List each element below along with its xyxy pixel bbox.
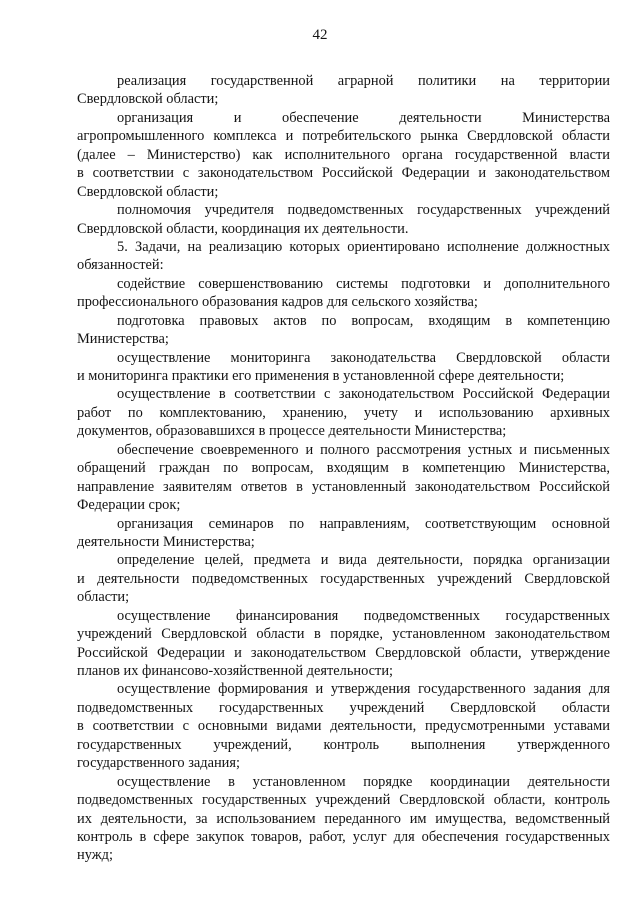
text-line: обязанностей: (77, 257, 164, 274)
text-line: агропромышленного комплекса и потребительского рынка Свердловской области (77, 128, 610, 145)
text-line: Свердловской области; (77, 183, 219, 200)
page-number: 42 (312, 27, 328, 43)
text-line: организация семинаров по направлениям, соответствующим основной (117, 515, 610, 532)
text-line: и мониторинга практики его применения в установленной сфере деятельности; (77, 368, 565, 384)
text-line: направление заявителям ответов в установленный законодательством Российской (77, 478, 610, 495)
text-line: Федерации срок; (77, 497, 181, 514)
text-line: документов, образовавшихся в процессе деятельности Министерства; (77, 423, 507, 440)
text-line: Свердловской области, координация их деятельности. (77, 220, 409, 237)
text-line: реализация государственной аграрной политики на территории (117, 73, 610, 89)
text-line: государственных учреждений, контроль выполнения утвержденного (77, 736, 610, 753)
text-line: определение целей, предмета и вида деятельности, порядка организации (117, 552, 610, 569)
text-line: Министерства; (77, 331, 169, 348)
text-line: учреждений Свердловской области в порядке, установленном законодательством (77, 626, 610, 643)
text-line: контроль в сфере закупок товаров, работ, услуг для обеспечения государственных (77, 828, 610, 845)
text-line: профессионального образования кадров для сельского хозяйства; (77, 294, 478, 311)
text-line: содействие совершенствованию системы подготовки и дополнительного (117, 275, 610, 292)
text-line: организация и обеспечение деятельности Министерства (117, 109, 610, 126)
text-line: полномочия учредителя подведомственных государственных учреждений (117, 202, 610, 219)
text-line: области; (77, 589, 130, 606)
document-body (77, 72, 610, 865)
text-line: подведомственных государственных учреждений Свердловской области, контроль (77, 792, 610, 809)
text-line: деятельности Министерства; (77, 533, 255, 550)
text-line: осуществление мониторинга законодательства Свердловской области (117, 349, 610, 366)
text-line: (далее – Министерство) как исполнительного органа государственной власти (77, 146, 610, 163)
text-line: в соответствии с законодательством Российской Федерации и законодательством (77, 165, 610, 182)
text-line: Свердловской области; (77, 91, 219, 108)
text-line: нужд; (77, 847, 113, 864)
text-line: осуществление в установленном порядке координации деятельности (117, 773, 610, 790)
text-line: подготовка правовых актов по вопросам, входящим в компетенцию (117, 312, 610, 329)
text-line: 5. Задачи, на реализацию которых ориентировано исполнение должностных (117, 238, 610, 255)
text-line: обращений граждан по вопросам, входящим в компетенцию Министерства, (77, 460, 610, 477)
text-line: осуществление формирования и утверждения государственного задания для (117, 681, 610, 698)
text-line: их деятельности, за использованием переданного им имущества, ведомственный (77, 810, 610, 827)
text-line: планов их финансово-хозяйственной деятельности; (77, 663, 394, 679)
text-line: государственного задания; (77, 755, 240, 772)
text-line: работ по комплектованию, хранению, учету и использованию архивных (77, 404, 610, 421)
text-line: осуществление финансирования подведомственных государственных (117, 607, 610, 624)
text-line: и деятельности подведомственных государственных учреждений Свердловской (77, 570, 610, 587)
text-line: обеспечение своевременного и полного рассмотрения устных и письменных (117, 441, 610, 458)
text-line: в соответствии с основными видами деятельности, предусмотренными уставами (77, 718, 610, 735)
text-line: подведомственных государственных учреждений Свердловской области (77, 699, 610, 716)
text-line: осуществление в соответствии с законодательством Российской Федерации (117, 386, 610, 403)
text-line: Российской Федерации и законодательством Свердловской области, утверждение (77, 644, 610, 661)
